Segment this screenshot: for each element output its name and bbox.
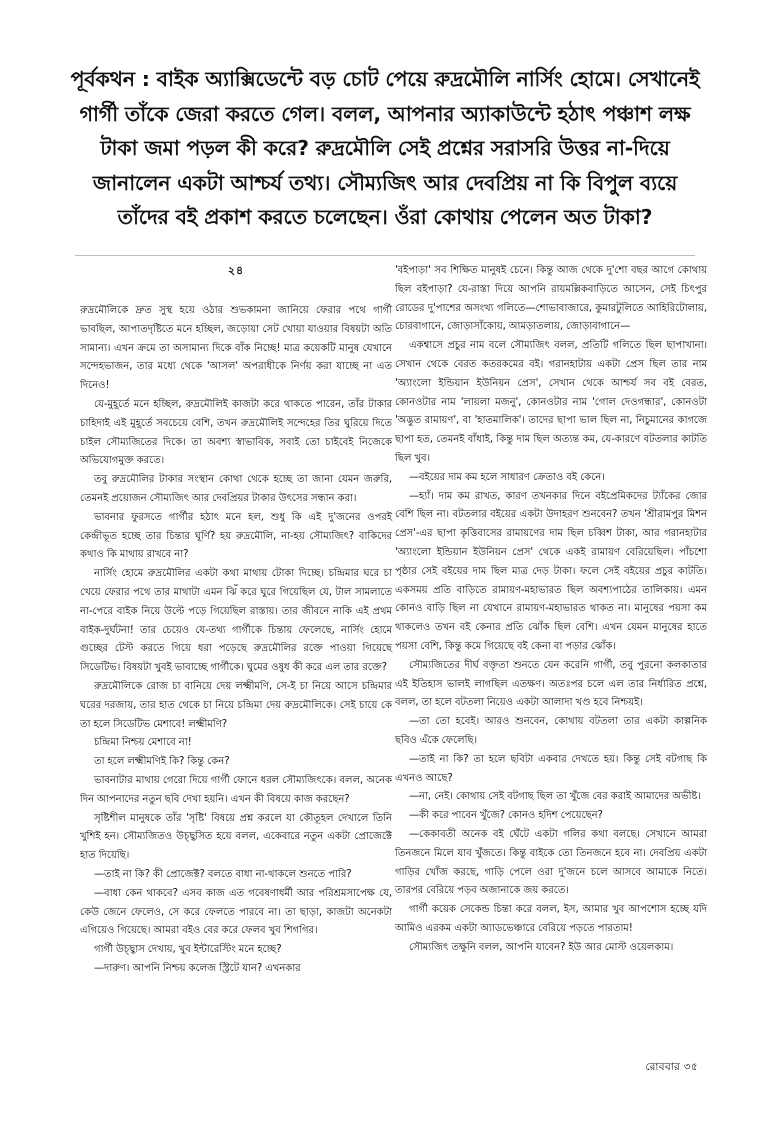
right-column [395,262,707,957]
left-column [80,262,392,979]
paragraph: একশ্বাসে প্রচুর নাম বলে সৌম্যজিৎ বলল, প্রতিটি গলিতে ছিল ছাপাখানা। সেখান থেকে বেরত কতরকমের বই। গরানহাটায় একটা প্রেস ছিল তার নাম 'অ্যাংলো ইন্ডিয়ান ইউনিয়ন প্রেস', সেখান থেকে আশ্চর্য সব বই বেরত, কোনওটার নাম 'লায়লা মজনু', কোনওটার নাম 'গোল দেওগন্ধার', কোনওটা 'অদ্ভুত রামায়ণ', বা 'হাতমালিক'। তাদের ছাপা ভাল ছিল না, নিচুমানের কাগজে ছাপা হত, তেমনই বাঁধাই, কিন্তু দাম ছিল অত্যন্ত কম, যে-কারণে বটতলার কাটতি ছিল খুব। [395,340,707,464]
paragraph: —তা তো হবেই। আরও শুনবেন, কোথায় বটতলা তার একটা কাল্পনিক ছবিও এঁকে ফেলেছি। [395,716,707,746]
paragraph: সৌম্যজিৎ তক্ষুনি বলল, আপনি যাবেন? ইউ আর মোস্ট ওয়েলকাম। [409,941,674,953]
paragraph: 'বইপাড়া' সব শিক্ষিত মানুষই চেনে। কিন্তু আজ থেকে দু'শো বছর আগে কোথায় ছিল বইপাড়া? যে-রাস্তা দিয়ে আপনি রায়মল্লিকবাড়িতে আসেন, সেই চিৎপুর রোডের দু'পাশের অসংখ্য গলিতে—শোভাবাজারে, কুমারটুলিতে আহিরিটোলায়, চোরবাগানে, জোড়াসাঁকোয়, আমড়াতলায়, জোড়াবাগানে— [395,265,707,333]
paragraph: —বাধা কেন থাকবে? এসব কাজ এত গবেষণাধর্মী আর পরিশ্রমসাপেক্ষ যে, কেউ জেনে ফেলেও, সে করে ফেলতে পারবে না। তা ছাড়া, কাজটা অনেকটা এগিয়েও গিয়েছে। আমরা বইও বের করে ফেলব খুব শিগগির। [80,887,392,937]
paragraph: —না, নেই। কোথায় সেই বটগাছ ছিল তা খুঁজে বের করাই আমাদের অভীষ্ট। [409,791,701,803]
paragraph: তবু রুদ্রমৌলির টাকার সংস্থান কোথা থেকে হচ্ছে তা জানা যেমন জরুরি, তেমনই প্রয়োজন সৌম্যজিৎ আর দেবপ্রিয়র টাকার উৎসের সন্ধান করা। [80,474,392,504]
recap-label: পূর্বকথন : [70,67,150,91]
paragraph: তা হলে লক্ষ্মীমণিই কি? কিন্তু কেন? [94,756,230,768]
paragraph: —দারুণ। আপনি নিশ্চয় কলেজ স্ট্রিটে যান? এখনকার [94,962,301,974]
paragraph: গার্গী কয়েক সেকেন্ড চিন্তা করে বলল, ইস, আমার খুব আপশোস হচ্ছে যদি আমিও এরকম একটা অ্যাডভেঞ্চারে বেরিয়ে পড়তে পারতাম! [395,904,707,934]
paragraph: রুদ্রমৌলিকে দ্রুত সুস্থ হয়ে ওঠার শুভকামনা জানিয়ে ফেরার পথে গার্গী ভাবছিল, আপাতদৃষ্টিতে মনে হচ্ছিল, জড়োয়া সেট খোয়া যাওয়ার বিষয়টা অতি সামান্য। এখন ক্রমে তা অসামান্য দিকে বাঁক নিচ্ছে! মাত্র কয়েকটি মানুষ যেখানে সন্দেহভাজন, তার মধ্যে থেকে 'আসল' অপরাধীকে নির্ণয় করা যাচ্ছে না এত দিনেও! [80,305,392,392]
recap-text: বাইক অ্যাক্সিডেন্টে বড় চোট পেয়ে রুদ্রমৌলি নার্সিং হোমে। সেখানেই গার্গী তাঁকে জেরা করতে গেল। বলল, আপনার অ্যাকাউন্টে হঠাৎ পঞ্চাশ লক্ষ টাকা জমা পড়ল কী করে? রুদ্রমৌলি সেই প্রশ্নের সরাসরি উত্তর না-দিয়ে জানালেন একটা আশ্চর্য তথ্য। সৌম্যজিৎ আর দেবপ্রিয় না কি বিপুল ব্যয়ে তাঁদের বই প্রকাশ করতে চলেছেন। ওঁরা কোথায় পেলেন অত টাকা? [79,67,700,229]
paragraph: গার্গী উচ্ছ্বাস দেখায়, খুব ইন্টারেস্টিং মনে হচ্ছে? [94,944,282,956]
paragraph: —কেকাবতী অনেক বই ঘেঁটে একটা গলির কথা বলছে। সেখানে আমরা তিনজনে মিলে যাব খুঁজতে। কিন্তু বাইকে তো তিনজনে হবে না। দেবপ্রিয় একটা গাড়ির খোঁজ করছে, গাড়ি পেলে ওরা দু'জনে চলে আসবে আমাকে নিতে। তারপর বেরিয়ে পড়ব অজানাকে জয় করতে। [395,828,707,897]
divider [75,255,695,256]
page-footer: রোববার ৩৫ [645,1061,698,1073]
right-column-body [395,262,707,957]
paragraph: ভাবনাটার মাথায় গেরো দিয়ে গার্গী ফোনে ধরল সৌম্যজিৎকে। বলল, অনেক দিন আপনাদের নতুন ছবি দেখা হয়নি। এখন কী বিষয়ে কাজ করছেন? [80,774,392,805]
paragraph: ভাবনার ফুরসতে গার্গীর হঠাৎ মনে হল, শুধু কি এই দু'জনের ওপরই কেন্দ্রীভূত হচ্ছে তার চিন্তার ঘূর্ণি? হয় রুদ্রমৌলি, না-হয় সৌম্যজিৎ? বাকিদের কথাও কি মাথায় রাখবে না? [80,511,392,561]
paragraph: রুদ্রমৌলিকে রোজ চা বানিয়ে দেয় লক্ষ্মীমণি, সে-ই চা নিয়ে আসে চন্দ্রিমার ঘরের দরজায়, তার হাত থেকে চা নিয়ে চন্দ্রিমা দেয় রুদ্রমৌলিকে। সেই চায়ে কে তা হলে সিডেটিভ মেশাবে! লক্ষ্মীমণি? [80,680,392,730]
chapter-number: ২৪ [227,264,245,277]
paragraph: সৃষ্টিশীল মানুষকে তাঁর 'সৃষ্টি' বিষয়ে প্রশ্ন করলে যা কৌতূহল দেখালে তিনি খুশিই হন। সৌম্যজিতও উচ্ছ্বসিত হয়ে বলল, একেবারে নতুন একটা প্রোজেক্টে হাত দিয়েছি। [80,812,392,862]
paragraph: নার্সিং হোমে রুদ্রমৌলির একটা কথা মাথায় টোকা দিচ্ছে। চন্দ্রিমার ঘরে চা খেয়ে ফেরার পথে তার মাথাটা এমন ঝিঁ করে ঘুরে গিয়েছিল যে, টাল সামলাতে না-পেরে বাইক নিয়ে উল্টে পড়ে গিয়েছিল রাস্তায়। তার জীবনে নাকি এই প্রথম বাইক-দুর্ঘটনা! তার চেয়েও যে-তথ্য গার্গীকে চিন্তায় ফেলেছে, নার্সিং হোমে গুচ্ছের টেস্ট করতে গিয়ে ধরা পড়েছে রুদ্রমৌলির রক্তে পাওয়া গিয়েছে সিডেটিভ। বিষয়টা খুবই ভাবাচ্ছে গার্গীকে। ঘুমের ওষুধ কী করে এল তার রক্তে? [80,568,392,674]
paragraph: —কী করে পাবেন খুঁজে? কোনও হদিশ পেয়েছেন? [409,810,603,822]
paragraph: সৌম্যজিতের দীর্ঘ বক্তৃতা শুনতে যেন করেনি গার্গী, তবু পুরনো কলকাতার এই ইতিহাস ভালই লাগছিল এতক্ষণ। অতঃপর চলে এল তার নির্ধারিত প্রশ্নে, বলল, তা হলে বটতলা নিয়েও একটা আলাদা খণ্ড হবে নিশ্চয়ই। [395,659,707,709]
paragraph: —তাই না কি? কী প্রোজেক্ট? বলতে বাধা না-থাকলে শুনতে পারি? [94,868,352,880]
recap-block [70,62,700,235]
paragraph: —বইয়ের দাম কম হলে সাধারণ ক্রেতাও বই কেনে। [409,471,605,483]
paragraph: যে-মুহূর্তে মনে হচ্ছিল, রুদ্রমৌলিই কাজটা করে থাকতে পারেন, তাঁর টাকার চাহিদাই এই মুহূর্তে সবচেয়ে বেশি, তখন রুদ্রমৌলিই সন্দেহের তির ঘুরিয়ে দিতে চাইল সৌম্যজিতের দিকে। তা অবশ্য স্বাভাবিক, সবাই তো চাইবেই নিজেকে অভিযোগমুক্ত করতে। [80,398,392,467]
paragraph: —হ্যাঁ। দাম কম রাখত, কারণ তখনকার দিনে বইপ্রেমিকদের ট্যাঁকের জোর বেশি ছিল না। বটতলার বইয়ের একটা উদাহরণ শুনবেন? তখন 'শ্রীরামপুর মিশন প্রেস'-এর ছাপা কৃত্তিবাসের রামায়ণের দাম ছিল চব্বিশ টাকা, আর গরানহাটার 'অ্যাংলো ইন্ডিয়ান ইউনিয়ন প্রেস' থেকে একই রামায়ণ বেরিয়েছিল। পাঁচশো পৃষ্ঠার সেই বইয়ের দাম ছিল মাত্র দেড় টাকা। ফলে সেই বইয়ের প্রচুর কাটতি। একসময় প্রতি বাড়িতে রামায়ণ-মহাভারত ছিল অবশ্যপাঠের তালিকায়। এমন কোনও বাড়ি ছিল না যেখানে রামায়ণ-মহাভারত থাকত না। মানুষের পয়সা কম থাকলেও তখন বই কেনার প্রতি ঝোঁক ছিল বেশি। এখন যেমন মানুষের হাতে পয়সা বেশি, কিন্তু কমে গিয়েছে বই কেনা বা পড়ার ঝোঁক। [395,490,707,652]
left-column-body [80,302,392,979]
paragraph: —তাই না কি? তা হলে ছবিটা একবার দেখতে হয়। কিন্তু সেই বটগাছ কি এখনও আছে? [395,753,707,784]
paragraph: চন্দ্রিমা নিশ্চয় মেশাবে না! [94,737,192,749]
